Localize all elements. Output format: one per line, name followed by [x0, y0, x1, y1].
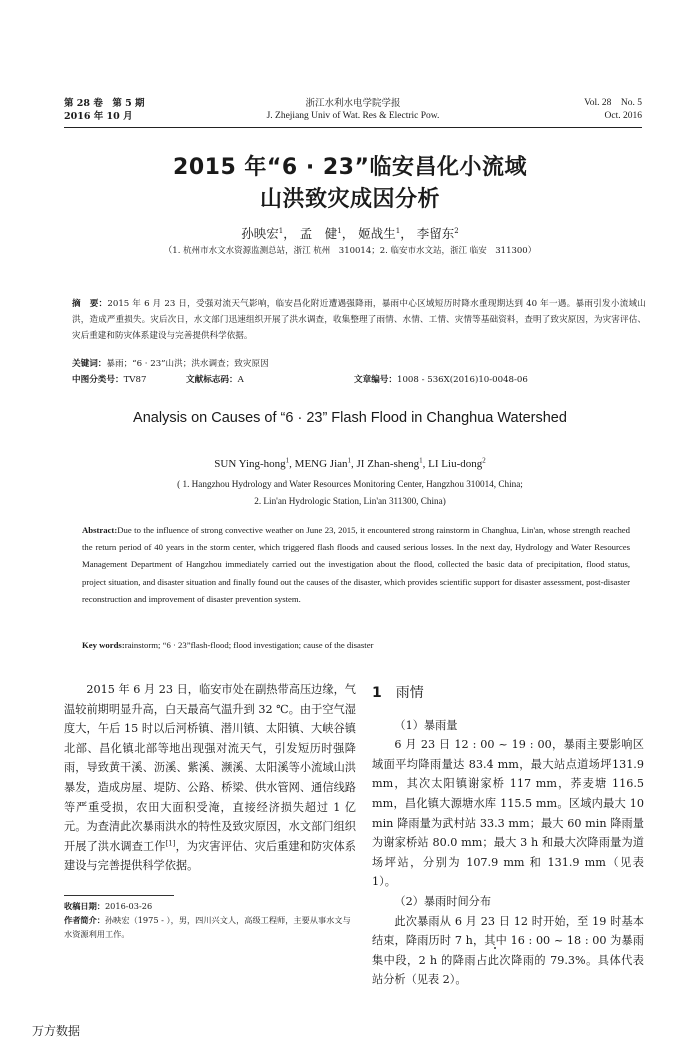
author-separator: ， [400, 226, 413, 241]
abstract-cn-label: 摘 要： [72, 299, 108, 309]
received-label: 收稿日期： [64, 901, 105, 911]
author-en-4-sup: 2 [482, 456, 486, 465]
abstract-chinese [72, 296, 646, 344]
keywords-cn-label: 关键词： [72, 359, 107, 369]
article-no-value: 1008 - 536X(2016)10-0048-06 [396, 375, 528, 385]
header-center [64, 97, 642, 123]
author-en-4: LI Liu-dong [428, 458, 483, 470]
affiliation-en-line2: 2. Lin'an Hydrologic Station, Lin'an 311300, China) [254, 496, 446, 506]
time-distribution-paragraph: 此次暴雨从 6 月 23 日 12 时开始，至 19 时基本结束，降雨历时 7 h，其中 16 : 00 ~ 18 : 00 为暴雨集中段，2 h 的降雨占此次降雨的 79.3%。具体代表站分析（见表 2）。 [372, 914, 644, 987]
subheading-rainfall: （1）暴雨量 [394, 718, 458, 732]
intro-text-a: 2015 年 6 月 23 日，临安市处在副热带高压边缘，气温较前期明显升高，白天最高气温升到 32 ℃。由于空气湿度大，午后 15 时以后河桥镇、潜川镇、太阳镇、大峡谷镇北部、昌化镇北部等地出现强对流天气，引发短历时强降雨，导致黄干溪、沥溪、紫溪、濒溪、太阳溪等小流域山洪暴发，造成房屋、堤防、公路、桥梁、供水管网、通信线路等严重受损，农田大面积受淹，直接经济损失超过 1 亿元。为查清此次暴雨洪水的特性及致灾原因，水文部门组织开展了洪水调查工作 [64, 683, 356, 853]
watermark: 万方数据 [32, 1024, 81, 1038]
keywords-english [82, 640, 630, 650]
author-en-1-sup: 1 [285, 456, 290, 465]
date-en: Oct. 2016 [604, 111, 642, 121]
intro-paragraph [64, 680, 356, 876]
header-right [584, 97, 642, 123]
affiliation-english [0, 476, 700, 510]
author-bio [64, 913, 356, 941]
author-en-3-sup: 1 [419, 456, 423, 465]
article-no-label: 文章编号： [354, 375, 397, 385]
clc-label: 中图分类号： [72, 375, 124, 385]
abstract-en-text: Due to the influence of strong convective weather on June 23, 2015, it encountered strong rainstorm in Changhua, Lin'an, whose strength reached the return period of 40 years in the storm center, which triggered flash floods and caused serious losses. In the next day, Hydrology and Water Resources Management Department of Hangzhou immediately carried out the investigation about the flood, collected the basic data of precipitation, flood status, project situation, and disaster situation and finally found out the causes of the disaster, which provides scientific support for disaster assessment, post-disaster reconstruction and improvement of disaster prevention system. [82, 525, 630, 604]
title-english: Analysis on Causes of “6 · 23” Flash Flood in Changhua Watershed [133, 410, 567, 426]
section-number: 1 [372, 685, 382, 701]
volume-cn: 第 28 卷 第 5 期 [64, 98, 145, 109]
author-separator: , [422, 458, 429, 470]
keywords-chinese [72, 356, 646, 372]
author-cn-2-sup: 1 [337, 226, 342, 235]
stray-dot [494, 947, 496, 949]
author-en-3: JI Zhan-sheng [356, 458, 420, 470]
subheading-time-distribution: （2）暴雨时间分布 [394, 894, 492, 908]
footnote-divider [64, 895, 174, 896]
author-cn-4: 李留东 [416, 226, 455, 241]
rainfall-paragraph: 6 月 23 日 12 : 00 ~ 19 : 00，暴雨主要影响区域面平均降雨量达 83.4 mm，最大站点道场坪131.9 mm，其次太阳镇谢家桥 117 mm，荞麦塘 116.5 mm，昌化镇大源塘水库 115.5 mm。区域内最大 10 min 降雨量为武村站 33.3 mm；最大 60 min 降雨量为谢家桥站 80.0 mm；最大 3 h 和最大次降雨量为道场坪站，分别为 107.9 mm 和 131.9 mm（见表 1）。 [372, 738, 644, 889]
abstract-english [82, 522, 630, 608]
volume-en: Vol. 28 No. 5 [584, 98, 642, 108]
author-separator: , [351, 458, 357, 470]
author-separator: , [289, 458, 295, 470]
received-date [64, 899, 356, 913]
keywords-cn-text: 暴雨；“6 · 23”山洪；洪水调查；致灾原因 [106, 359, 269, 369]
received-value: 2016-03-26 [104, 901, 153, 911]
title-cn-line2: 山洪致灾成因分析 [259, 187, 440, 212]
author-bio-value: 孙映宏（1975 - ），男，四川兴文人，高级工程师，主要从事水文与水资源利用工作。 [64, 915, 351, 939]
citation-ref[interactable]: [1] [165, 839, 176, 848]
journal-name-cn: 浙江水利水电学院学报 [305, 98, 401, 109]
author-cn-1: 孙映宏 [241, 226, 279, 241]
date-cn: 2016 年 10 月 [64, 111, 133, 122]
authors-english [0, 458, 700, 470]
body-column-left [64, 680, 356, 876]
author-en-1: SUN Ying-hong [214, 458, 286, 470]
section-title: 雨情 [395, 685, 424, 701]
abstract-cn-text: 2015 年 6 月 23 日，受强对流天气影响，临安昌化附近遭遇强降雨，暴雨中心区域短历时降水重现期达到 40 年一遇。暴雨引发小流域山洪，造成严重损失。灾后次日，水文部门迅速组织开展了洪水调查，收集整理了雨情、水情、工情、灾情等基础资料，查明了致灾原因，为灾害评估、灾后重建和防灾体系建设与完善提供科学依据。 [72, 299, 646, 341]
keywords-en-text: rainstorm; “6 · 23”flash-flood; flood investigation; cause of the disaster [124, 640, 374, 650]
footnote [64, 899, 356, 941]
author-en-2-sup: 1 [347, 456, 352, 465]
journal-name-en: J. Zhejiang Univ of Wat. Res & Electric Pow. [266, 111, 440, 121]
author-separator: ， [283, 226, 296, 241]
author-cn-3-sup: 1 [395, 226, 401, 235]
running-header [64, 97, 642, 128]
body-column-right [372, 680, 644, 990]
author-en-2: MENG Jian [294, 458, 348, 470]
author-cn-1-sup: 1 [278, 226, 284, 235]
abstract-en-label: Abstract: [82, 525, 118, 535]
author-separator: ， [341, 226, 355, 241]
classification-line [72, 372, 646, 388]
doc-code-label: 文献标志码： [186, 375, 238, 385]
doc-code-value: A [237, 375, 244, 385]
title-cn-line1: 2015 年“6 · 23”临安昌化小流域 [173, 155, 527, 180]
author-cn-2: 孟 健 [299, 226, 338, 241]
author-cn-3: 姬战生 [358, 226, 396, 241]
intro-text-b: ，为灾害评估、灾后重建和防灾体系建设与完善提供科学依据。 [64, 839, 356, 873]
authors-chinese [0, 224, 700, 242]
affiliation-en-line1: ( 1. Hangzhou Hydrology and Water Resources Monitoring Center, Hangzhou 310014, China; [177, 479, 523, 489]
section-heading [372, 684, 644, 704]
clc-value: TV87 [123, 375, 147, 385]
author-bio-label: 作者简介： [64, 915, 105, 925]
title-chinese [0, 152, 700, 216]
keywords-en-label: Key words: [82, 640, 125, 650]
affiliation-chinese: （1. 杭州市水文水资源监测总站，浙江 杭州 310014；2. 临安市水文站，浙江 临安 311300） [163, 246, 537, 256]
author-cn-4-sup: 2 [454, 226, 459, 235]
